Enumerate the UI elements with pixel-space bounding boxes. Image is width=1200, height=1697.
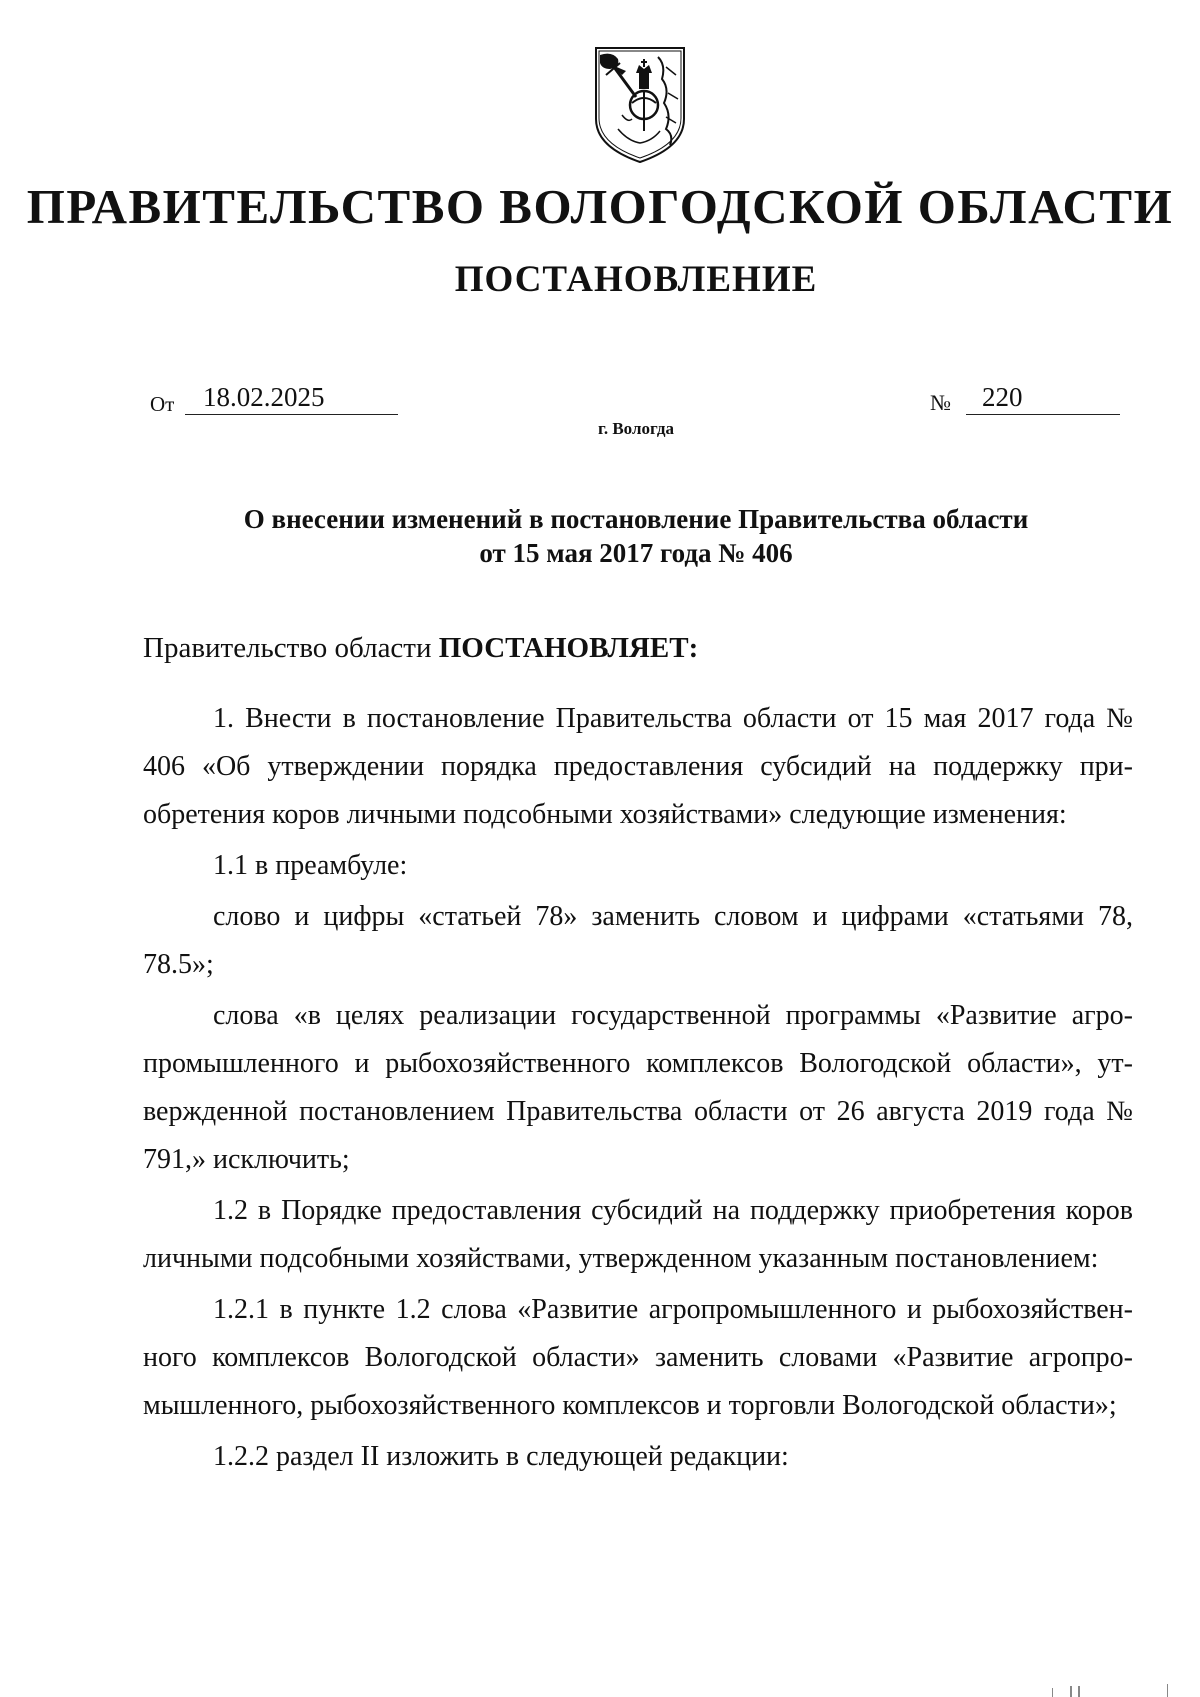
scan-mark [1167,1684,1168,1697]
date-label: От [150,392,175,416]
city-name: г. Вологда [598,419,674,438]
preamble [143,632,698,665]
paragraph-1-2-1: 1.2.1 в пункте 1.2 слова «Развитие агропромышленного и рыбохозяйственного комплексов Вологодской области» заменить словами «Развитие агропромышленного, рыбохозяйственного комплексов и торговли Вологодской области»; [143,1294,1133,1421]
preamble-text: Правительство области [143,632,439,664]
paragraph-1-1-a: слово и цифры «статьей 78» заменить словом и цифрами «статьями 78, 78.5»; [143,901,1133,980]
paragraph-1-1-b: слова «в целях реализации государственной программы «Развитие агропромышленного и рыбохозяйственного комплексов Вологодской области», утвержденной постановлением Правительства области от 26 августа 2019 года № 791,» исключить; [143,1000,1133,1175]
scan-mark [1052,1688,1053,1697]
document-number: 220 [966,381,1120,415]
paragraph-1-1: 1.1 в преамбуле: [213,850,408,881]
number-label: № [930,390,951,415]
subject-line-1: О внесении изменений в постановление Правительства области [243,504,1029,534]
document-subject [0,502,1200,570]
paragraph-1-2: 1.2 в Порядке предоставления субсидий на поддержку приобретения коров личными подсобными хозяйствами, утвержденном указанным постановлением: [143,1195,1133,1274]
scan-mark [1078,1686,1080,1697]
document-type-title: ПОСТАНОВЛЕНИЕ [454,259,818,300]
document-date: 18.02.2025 [185,381,398,415]
paragraph-1-2-2: 1.2.2 раздел II изложить в следующей редакции: [213,1441,789,1472]
vologda-coat-of-arms-icon [592,45,688,165]
document-body [143,695,1133,1481]
government-title: ПРАВИТЕЛЬСТВО ВОЛОГОДСКОЙ ОБЛАСТИ [26,179,1174,234]
preamble-decree-word: ПОСТАНОВЛЯЕТ: [438,632,699,664]
scan-mark [1070,1686,1072,1697]
paragraph-1: 1. Внести в постановление Правительства области от 15 мая 2017 года № 406 «Об утверждении порядка предоставления субсидий на поддержку приобретения коров личными подсобными хозяйствами» следующие изменения: [143,703,1133,830]
subject-line-2: от 15 мая 2017 года № 406 [479,538,793,568]
